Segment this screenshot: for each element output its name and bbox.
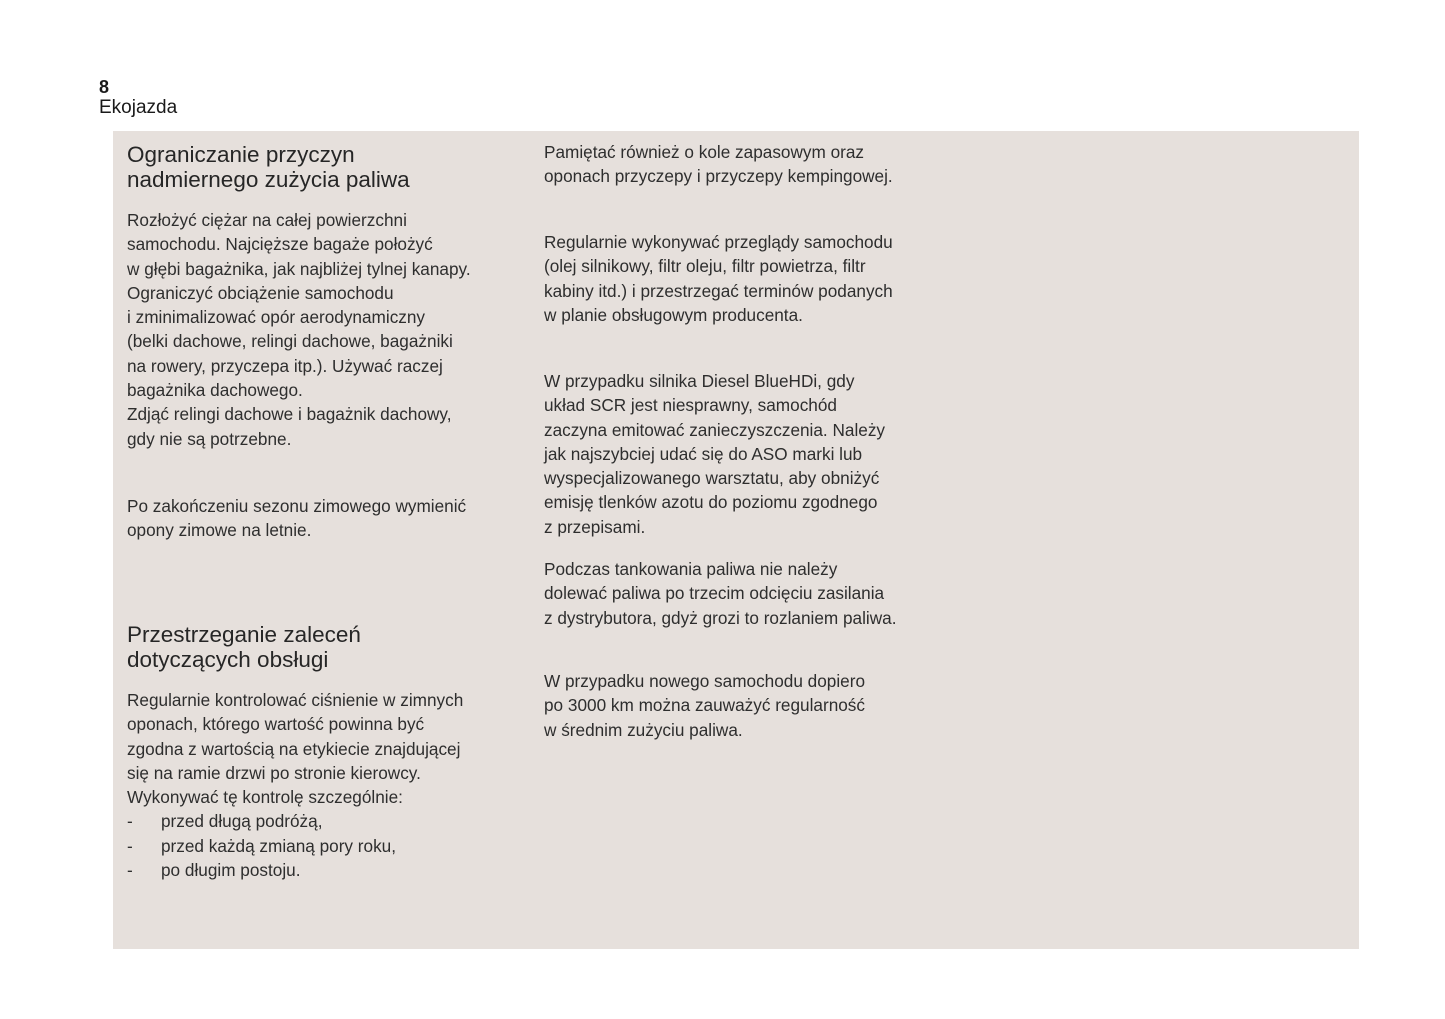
- chapter-title: Ekojazda: [99, 97, 178, 118]
- paragraph-load-distribution: [127, 208, 522, 451]
- heading-line: Przestrzeganie zaleceń: [127, 622, 361, 647]
- text-line: emisję tlenków azotu do poziomu zgodnego: [544, 492, 878, 513]
- text-line: Regularnie wykonywać przeglądy samochodu: [544, 232, 893, 252]
- section-heading-maintenance: [127, 622, 522, 672]
- text-line: Ograniczyć obciążenie samochodu: [127, 282, 394, 303]
- text-line: się na ramie drzwi po stronie kierowcy.: [127, 762, 421, 783]
- text-line: (belki dachowe, relingi dachowe, bagażniki: [127, 331, 453, 352]
- heading-line: dotyczących obsługi: [127, 647, 329, 672]
- text-line: Podczas tankowania paliwa nie należy: [544, 559, 838, 579]
- text-line: opony zimowe na letnie.: [127, 520, 312, 541]
- text-line: Rozłożyć ciężar na całej powierzchni: [127, 210, 407, 230]
- list-item-text: po długim postoju.: [161, 860, 301, 881]
- text-line: oponach, którego wartość powinna być: [127, 714, 425, 735]
- text-line: na rowery, przyczepa itp.). Używać raczej: [127, 355, 443, 376]
- text-line: gdy nie są potrzebne.: [127, 428, 292, 449]
- text-line: dolewać paliwa po trzecim odcięciu zasilania: [544, 583, 885, 604]
- text-line: Wykonywać tę kontrolę szczególnie:: [127, 787, 403, 808]
- page-number: 8: [99, 77, 110, 97]
- text-line: w głębi bagażnika, jak najbliżej tylnej kanapy.: [127, 258, 471, 279]
- text-line: Po zakończeniu sezonu zimowego wymienić: [127, 496, 467, 516]
- text-line: Pamiętać również o kole zapasowym oraz: [544, 142, 865, 162]
- text-line: jak najszybciej udać się do ASO marki lub: [544, 443, 863, 464]
- list-item: [127, 809, 522, 833]
- text-line: zgodna z wartością na etykiecie znajdującej: [127, 738, 461, 759]
- text-line: w planie obsługowym producenta.: [544, 304, 803, 325]
- text-line: oponach przyczepy i przyczepy kempingowej.: [544, 166, 893, 187]
- text-line: z przepisami.: [544, 516, 646, 537]
- text-line: Regularnie kontrolować ciśnienie w zimnych: [127, 690, 464, 710]
- list-dash: -: [127, 811, 133, 832]
- text-line: bagażnika dachowego.: [127, 380, 303, 401]
- text-line: (olej silnikowy, filtr oleju, filtr powietrza, filtr: [544, 256, 866, 277]
- text-line: wyspecjalizowanego warsztatu, aby obniżyć: [544, 468, 880, 489]
- text-line: samochodu. Najcięższe bagaże położyć: [127, 234, 433, 255]
- text-line: kabiny itd.) i przestrzegać terminów podanych: [544, 280, 893, 301]
- paragraph-tyre-pressure: [127, 688, 522, 882]
- text-line: po 3000 km można zauważyć regularność: [544, 695, 865, 716]
- paragraph-tyre-change: [127, 494, 522, 543]
- text-line: W przypadku nowego samochodu dopiero: [544, 671, 866, 691]
- text-line: zaczyna emitować zanieczyszczenia. Należy: [544, 419, 886, 440]
- text-line: Zdjąć relingi dachowe i bagażnik dachowy,: [127, 404, 452, 425]
- list-item-text: przed długą podróżą,: [161, 811, 323, 832]
- paragraph-service-inspections: [544, 230, 944, 327]
- list-dash: -: [127, 860, 133, 881]
- paragraph-new-vehicle: [544, 669, 944, 742]
- list-item: [127, 834, 522, 858]
- text-line: i zminimalizować opór aerodynamiczny: [127, 307, 426, 328]
- list-item-text: przed każdą zmianą pory roku,: [161, 835, 397, 856]
- paragraph-spare-wheel: [544, 140, 944, 189]
- text-line: W przypadku silnika Diesel BlueHDi, gdy: [544, 371, 855, 391]
- paragraph-refuelling: [544, 557, 944, 630]
- list-dash: -: [127, 835, 133, 856]
- heading-line: Ograniczanie przyczyn: [127, 142, 355, 167]
- section-heading-fuel-consumption: [127, 142, 522, 192]
- heading-line: nadmiernego zużycia paliwa: [127, 167, 410, 192]
- text-line: z dystrybutora, gdyż grozi to rozlaniem paliwa.: [544, 607, 897, 628]
- text-line: w średnim zużyciu paliwa.: [544, 719, 743, 740]
- paragraph-bluehdi-scr: [544, 369, 944, 539]
- list-item: [127, 858, 522, 882]
- text-line: układ SCR jest niesprawny, samochód: [544, 395, 837, 416]
